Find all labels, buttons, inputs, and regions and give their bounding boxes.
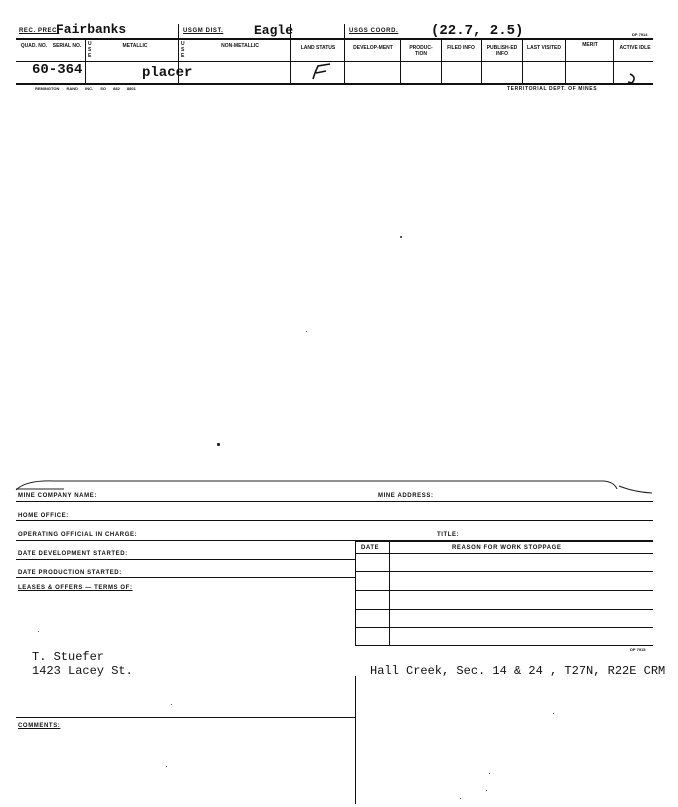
rule-comments	[16, 717, 356, 718]
speck	[486, 790, 487, 791]
speck	[489, 773, 490, 774]
quad-serial-value: 60-364	[32, 62, 83, 78]
last-visited-label: LAST VISITED	[527, 45, 561, 51]
title-label: TITLE:	[437, 532, 460, 538]
col-rule-pub	[522, 40, 523, 84]
use-letters-metallic: U S E	[88, 41, 92, 59]
active-idle-label: ACTIVE IDLE	[619, 45, 651, 51]
rule-company	[16, 501, 653, 502]
speck	[217, 443, 220, 446]
col-rule-bottom-split	[355, 676, 356, 804]
non-metallic-label: NON-METALLIC	[221, 43, 259, 49]
rule-stoppage-4	[356, 627, 653, 628]
top-rule-3	[16, 83, 653, 85]
speck	[460, 798, 461, 799]
col-rule-merit	[613, 40, 614, 84]
speck	[400, 236, 402, 238]
leases-label: LEASES & OFFERS — TERMS OF:	[18, 585, 133, 591]
col-rule-prod	[441, 40, 442, 84]
usgs-coord-value: (22.7, 2.5)	[431, 23, 524, 39]
development-label: DEVELOP-MENT	[353, 45, 393, 51]
land-status-mark	[310, 62, 332, 82]
col-rule-stoppage-left	[355, 541, 356, 646]
rule-date-prod	[16, 577, 356, 578]
rule-stoppage-5	[356, 645, 653, 646]
col-rule-filed	[481, 40, 482, 84]
mine-company-label: MINE COMPANY NAME:	[18, 493, 97, 499]
date-column-label: DATE	[361, 545, 380, 551]
home-office-label: HOME OFFICE:	[18, 513, 69, 519]
rule-home-office	[16, 520, 653, 521]
use-letters-nonmetallic: U S E	[181, 41, 185, 59]
mine-address-label: MINE ADDRESS:	[378, 493, 434, 499]
land-status-label: LAND STATUS	[300, 45, 336, 51]
rec-prec-value: Fairbanks	[56, 22, 127, 37]
speck	[38, 631, 39, 632]
active-idle-check-mark	[626, 72, 642, 86]
speck	[166, 766, 167, 767]
date-production-label: DATE PRODUCTION STARTED:	[18, 570, 122, 576]
rec-prec-label: REC. PREC.	[19, 28, 60, 34]
top-form-number: DP 7914	[632, 32, 648, 37]
reason-column-label: REASON FOR WORK STOPPAGE	[452, 545, 562, 551]
rule-stoppage-2	[356, 590, 653, 591]
quad-label: QUAD. NO.	[20, 43, 48, 49]
non-metallic-value: placer	[142, 65, 193, 81]
bottom-form-number: DP 7915	[630, 647, 646, 652]
filed-info-label: FILED INFO	[447, 45, 475, 51]
owner-name: T. Stuefer	[32, 650, 105, 664]
col-rule-land	[344, 24, 345, 84]
printer-credit: REMINGTON RAND INC. SO 882 8801	[35, 86, 136, 91]
published-info-label: PUBLISH-ED INFO	[486, 45, 518, 57]
rule-stoppage-1	[356, 571, 653, 572]
usgs-coord-label: USGS COORD.	[349, 28, 399, 34]
top-rule-1	[16, 38, 653, 40]
card-top-edge	[14, 476, 654, 498]
operating-official-label: OPERATING OFFICIAL IN CHARGE:	[18, 532, 138, 538]
speck	[553, 713, 554, 714]
rule-stoppage-header	[356, 553, 653, 554]
date-development-label: DATE DEVELOPMENT STARTED:	[18, 551, 128, 557]
usgm-dist-value: Eagle	[254, 23, 294, 38]
mine-location: Hall Creek, Sec. 14 & 24 , T27N, R22E CRM	[370, 664, 666, 678]
merit-label: MERIT	[582, 42, 598, 48]
col-rule-date	[389, 541, 390, 646]
col-rule-last	[565, 40, 566, 84]
rule-date-dev	[16, 559, 356, 560]
production-label: PRODUC-TION	[409, 45, 433, 57]
speck	[171, 704, 172, 705]
owner-address: 1423 Lacey St.	[32, 664, 133, 678]
comments-label: COMMENTS:	[18, 723, 61, 729]
speck	[306, 331, 307, 332]
top-rule-2	[16, 61, 653, 62]
metallic-label: METALLIC	[122, 43, 148, 49]
usgm-dist-label: USGM DIST.	[183, 28, 224, 34]
col-rule-serial	[85, 40, 86, 84]
col-rule-dev	[400, 40, 401, 84]
rule-official-b	[356, 541, 653, 542]
serial-label: SERIAL NO.	[52, 43, 82, 49]
department-label: TERRITORIAL DEPT. OF MINES	[507, 86, 598, 92]
rule-stoppage-3	[356, 609, 653, 610]
